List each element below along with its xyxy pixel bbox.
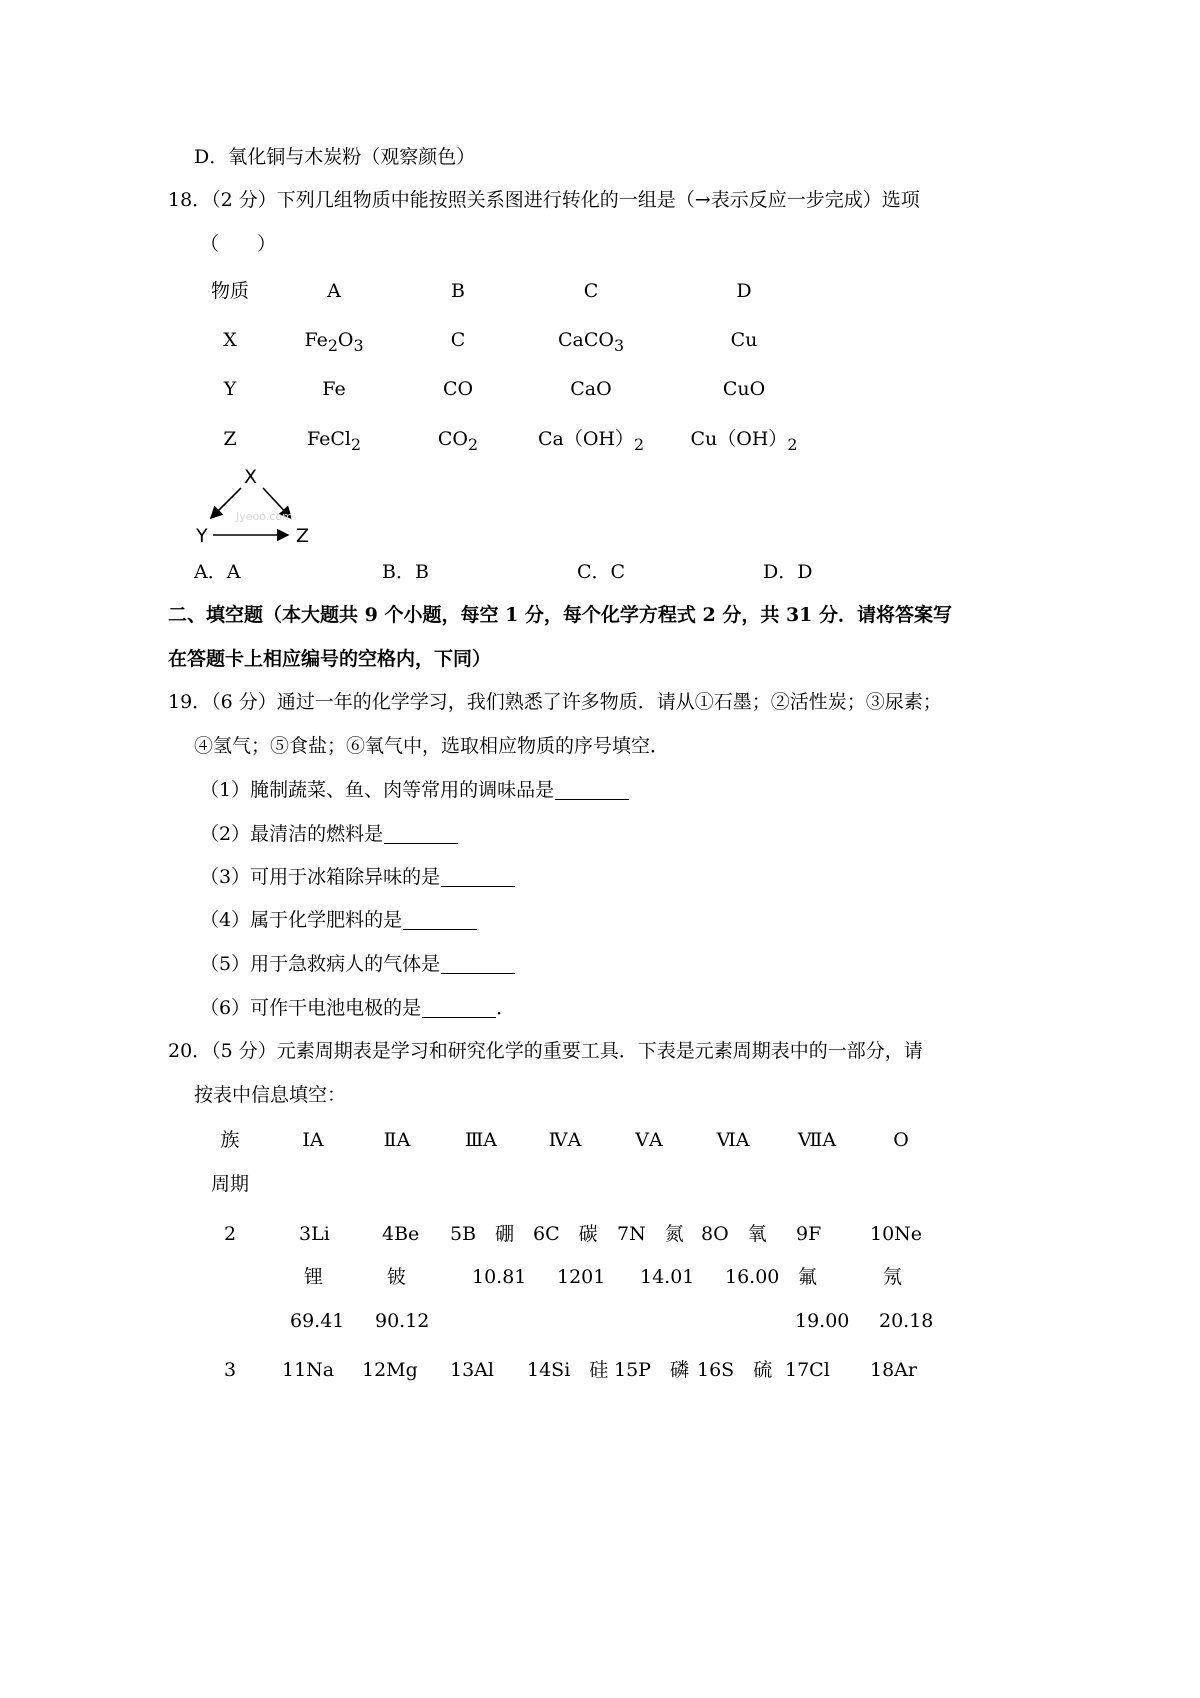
pt-ne: 10Ne <box>870 1223 923 1245</box>
pt-be-mass: 90.12 <box>375 1310 430 1332</box>
q19-item-2: （2）最清洁的燃料是 <box>200 825 458 844</box>
q19-item-5: （5）用于急救病人的气体是 <box>200 955 515 974</box>
q19-item-4: （4）属于化学肥料的是 <box>200 911 477 930</box>
q18-header-c: C <box>583 280 599 302</box>
q18-option-c: C．C <box>577 561 626 583</box>
pt-header-1a: ⅠA <box>302 1129 324 1151</box>
pt-n: 7N 氮 <box>617 1223 684 1245</box>
pt-al: 13Al <box>450 1359 494 1381</box>
q18-option-a: A．A <box>194 561 241 583</box>
answer-blank <box>441 868 515 887</box>
q18-option-b: B．B <box>382 561 429 583</box>
answer-blank <box>555 781 629 800</box>
q20-stem-line1: 20．（5 分）元素周期表是学习和研究化学的重要工具．下表是元素周期表中的一部分，请 <box>168 1040 923 1062</box>
q18-y-a: Fe <box>322 378 346 400</box>
pt-o: 8O 氧 <box>701 1223 767 1245</box>
answer-blank <box>403 911 477 930</box>
pt-header-3a: ⅢA <box>464 1129 498 1151</box>
q18-x-d: Cu <box>730 329 758 351</box>
pt-header-7a: ⅦA <box>797 1129 837 1151</box>
pt-header-6a: ⅥA <box>716 1129 750 1151</box>
q18-z-d: $Cu(OH)_2$ <box>690 428 798 454</box>
q18-row-y-label: Y <box>223 378 237 400</box>
answer-blank <box>422 999 496 1018</box>
section2-heading-line1: 二、填空题（本大题共 9 个小题，每空 1 分，每个化学方程式 2 分，共 31 分．请将答案写 <box>168 604 953 626</box>
q18-x-c: CaCO$_3$ <box>557 329 625 355</box>
pt-f-name: 氟 <box>798 1266 818 1288</box>
answer-blank <box>441 955 515 974</box>
pt-header-o: O <box>893 1129 909 1151</box>
pt-b-mass: 10.81 <box>472 1266 527 1288</box>
q19-item-3: （3）可用于冰箱除异味的是 <box>200 868 515 887</box>
pt-cl: 17Cl <box>785 1359 830 1381</box>
q18-z-c: $Ca(OH)_2$ <box>537 428 645 454</box>
diagram-node-z: Z <box>296 525 310 547</box>
q18-x-a: $Fe_2O_3$ <box>304 329 364 355</box>
q18-header-d: D <box>736 280 752 302</box>
pt-period-label: 周期 <box>210 1173 249 1195</box>
q18-header-b: B <box>451 280 465 302</box>
q18-z-a: FeCl$_2$ <box>306 428 362 454</box>
q18-z-b: $CO_2$ <box>437 428 479 454</box>
pt-header-4a: ⅣA <box>548 1129 582 1151</box>
pt-ne-name: 氖 <box>883 1266 903 1288</box>
q18-x-b: C <box>450 329 466 351</box>
diagram-node-y: Y <box>196 525 208 547</box>
pt-na: 11Na <box>282 1359 335 1381</box>
pt-period-2: 2 <box>223 1223 237 1245</box>
q19-item-1: （1）腌制蔬菜、鱼、肉等常用的调味品是 <box>200 781 629 800</box>
q18-option-d: D．D <box>763 561 813 583</box>
pt-li-name: 锂 <box>304 1266 324 1288</box>
pt-be-name: 铍 <box>387 1266 407 1288</box>
q18-stem-line2: （ ） <box>200 233 277 255</box>
pt-header-5a: ⅤA <box>635 1129 663 1151</box>
q19-stem-line1: 19．（6 分）通过一年的化学学习，我们熟悉了许多物质．请从①石墨；②活性炭；③尿素； <box>168 691 942 713</box>
q18-header-substance: 物质 <box>210 280 249 302</box>
q18-y-d: CuO <box>722 378 766 400</box>
pt-f: 9F <box>796 1223 822 1245</box>
pt-b: 5B 硼 <box>450 1223 515 1245</box>
pt-s: 16S 硫 <box>697 1359 773 1381</box>
pt-n-mass: 14.01 <box>640 1266 695 1288</box>
pt-be: 4Be <box>382 1223 420 1245</box>
answer-blank <box>384 825 458 844</box>
q19-item-6: （6）可作干电池电极的是 ． <box>200 997 516 1019</box>
pt-period-3: 3 <box>223 1359 237 1381</box>
pt-o-mass: 16.00 <box>725 1266 780 1288</box>
q19-stem-line2: ④氢气；⑤食盐；⑥氧气中，选取相应物质的序号填空． <box>194 735 670 757</box>
pt-li: 3Li <box>299 1223 330 1245</box>
q20-stem-line2: 按表中信息填空： <box>194 1084 347 1106</box>
q18-row-z-label: Z <box>223 428 237 450</box>
q18-stem-line1: 18．（2 分）下列几组物质中能按照关系图进行转化的一组是（→表示反应一步完成）选项 <box>168 189 920 211</box>
pt-si: 14Si 硅 <box>527 1359 609 1381</box>
pt-p: 15P 磷 <box>614 1359 689 1381</box>
q18-row-x-label: X <box>223 329 237 351</box>
q18-y-b: CO <box>442 378 474 400</box>
pt-mg: 12Mg <box>362 1359 418 1381</box>
pt-ar: 18Ar <box>870 1359 917 1381</box>
pt-li-mass: 69.41 <box>290 1310 345 1332</box>
pt-ne-mass: 20.18 <box>879 1310 934 1332</box>
q18-header-a: A <box>327 280 341 302</box>
diagram-node-x: X <box>244 466 258 488</box>
pt-header-2a: ⅡA <box>383 1129 411 1151</box>
pt-c-mass: 1201 <box>557 1266 606 1288</box>
pt-header-group: 族 <box>220 1129 240 1151</box>
diagram-watermark: Jyeoo.com <box>236 510 293 523</box>
q17-option-d: D．氧化铜与木炭粉（观察颜色） <box>194 146 476 168</box>
pt-c: 6C 碳 <box>533 1223 598 1245</box>
q18-y-c: CaO <box>570 378 612 400</box>
section2-heading-line2: 在答题卡上相应编号的空格内，下同） <box>168 648 492 670</box>
pt-f-mass: 19.00 <box>795 1310 850 1332</box>
